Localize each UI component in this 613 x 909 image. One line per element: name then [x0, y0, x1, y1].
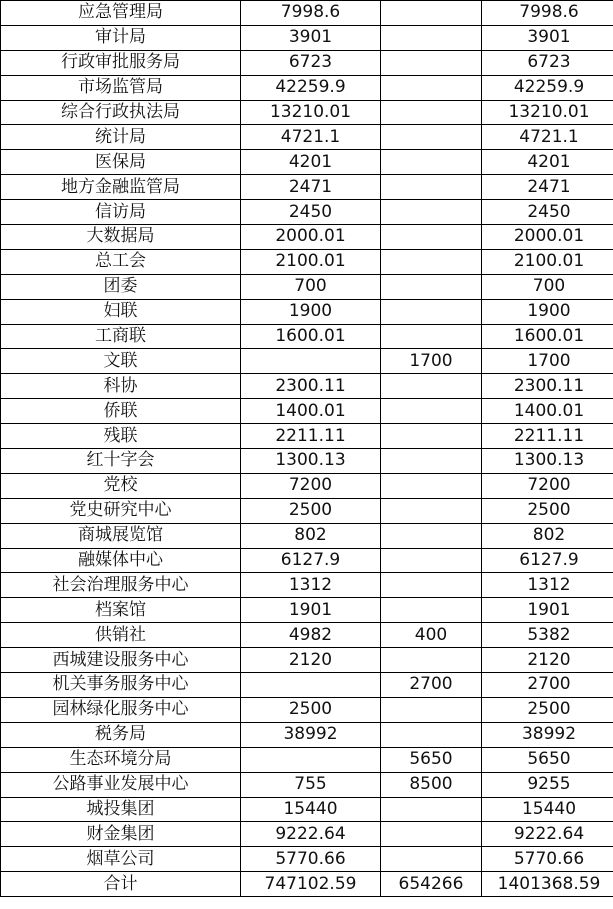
table-row — [1, 598, 613, 623]
total-cell: 6127.9 — [482, 548, 613, 573]
table-row — [1, 623, 613, 648]
amount-cell-1: 15440 — [241, 797, 381, 822]
department-name-cell: 医保局 — [1, 150, 241, 175]
table-row — [1, 25, 613, 50]
total-cell: 3901 — [482, 25, 613, 50]
total-cell: 4721.1 — [482, 125, 613, 150]
amount-cell-1: 1600.01 — [241, 324, 381, 349]
amount-cell-2 — [381, 822, 482, 847]
amount-cell-1: 1312 — [241, 573, 381, 598]
total-cell: 2500 — [482, 697, 613, 722]
amount-cell-1: 2211.11 — [241, 424, 381, 449]
department-name-cell: 总工会 — [1, 249, 241, 274]
amount-cell-2 — [381, 150, 482, 175]
department-name-cell: 科协 — [1, 374, 241, 399]
table-row — [1, 797, 613, 822]
table-row — [1, 50, 613, 75]
amount-cell-1: 2120 — [241, 648, 381, 673]
table-row — [1, 473, 613, 498]
amount-cell-1: 1901 — [241, 598, 381, 623]
department-name-cell: 税务局 — [1, 722, 241, 747]
table-row — [1, 523, 613, 548]
amount-cell-1: 802 — [241, 523, 381, 548]
total-cell: 4201 — [482, 150, 613, 175]
total-cell: 1900 — [482, 299, 613, 324]
amount-cell-2 — [381, 1, 482, 26]
amount-cell-2 — [381, 598, 482, 623]
department-name-cell: 烟草公司 — [1, 847, 241, 872]
amount-cell-1: 3901 — [241, 25, 381, 50]
department-name-cell: 信访局 — [1, 200, 241, 225]
total-cell: 1400.01 — [482, 399, 613, 424]
total-row — [1, 872, 613, 897]
table-row — [1, 374, 613, 399]
table-row — [1, 673, 613, 698]
amount-cell-1: 2100.01 — [241, 249, 381, 274]
amount-cell-2 — [381, 324, 482, 349]
table-row — [1, 125, 613, 150]
department-name-cell: 融媒体中心 — [1, 548, 241, 573]
total-cell: 2450 — [482, 200, 613, 225]
table-row — [1, 200, 613, 225]
amount-cell-2: 8500 — [381, 772, 482, 797]
department-name-cell: 大数据局 — [1, 225, 241, 250]
table-row — [1, 349, 613, 374]
amount-cell-2 — [381, 274, 482, 299]
amount-cell-2: 5650 — [381, 747, 482, 772]
amount-cell-2 — [381, 249, 482, 274]
total-cell: 700 — [482, 274, 613, 299]
amount-cell-1 — [241, 747, 381, 772]
amount-cell-1: 700 — [241, 274, 381, 299]
total-cell: 6723 — [482, 50, 613, 75]
amount-cell-2 — [381, 125, 482, 150]
department-name-cell: 侨联 — [1, 399, 241, 424]
amount-cell-1: 1300.13 — [241, 449, 381, 474]
department-name-cell: 合计 — [1, 872, 241, 897]
total-cell: 5770.66 — [482, 847, 613, 872]
department-name-cell: 财金集团 — [1, 822, 241, 847]
amount-cell-2 — [381, 573, 482, 598]
total-cell: 1401368.59 — [482, 872, 613, 897]
department-name-cell: 生态环境分局 — [1, 747, 241, 772]
department-name-cell: 文联 — [1, 349, 241, 374]
department-name-cell: 西城建设服务中心 — [1, 648, 241, 673]
department-name-cell: 城投集团 — [1, 797, 241, 822]
budget-table-body — [1, 1, 613, 897]
amount-cell-1 — [241, 349, 381, 374]
amount-cell-2 — [381, 697, 482, 722]
amount-cell-2 — [381, 473, 482, 498]
amount-cell-2 — [381, 299, 482, 324]
department-name-cell: 党校 — [1, 473, 241, 498]
total-cell: 802 — [482, 523, 613, 548]
amount-cell-2 — [381, 722, 482, 747]
table-row — [1, 573, 613, 598]
amount-cell-1: 5770.66 — [241, 847, 381, 872]
amount-cell-1 — [241, 673, 381, 698]
total-cell: 1312 — [482, 573, 613, 598]
amount-cell-2 — [381, 797, 482, 822]
total-cell: 2120 — [482, 648, 613, 673]
amount-cell-1: 42259.9 — [241, 75, 381, 100]
department-name-cell: 综合行政执法局 — [1, 100, 241, 125]
amount-cell-2 — [381, 424, 482, 449]
amount-cell-1: 747102.59 — [241, 872, 381, 897]
total-cell: 9255 — [482, 772, 613, 797]
table-row — [1, 648, 613, 673]
total-cell: 1300.13 — [482, 449, 613, 474]
department-name-cell: 审计局 — [1, 25, 241, 50]
total-cell: 38992 — [482, 722, 613, 747]
table-row — [1, 225, 613, 250]
table-row — [1, 299, 613, 324]
table-row — [1, 697, 613, 722]
amount-cell-2 — [381, 449, 482, 474]
department-name-cell: 妇联 — [1, 299, 241, 324]
department-name-cell: 残联 — [1, 424, 241, 449]
table-row — [1, 324, 613, 349]
total-cell: 1600.01 — [482, 324, 613, 349]
total-cell: 7200 — [482, 473, 613, 498]
amount-cell-1: 2500 — [241, 697, 381, 722]
amount-cell-1: 2000.01 — [241, 225, 381, 250]
department-name-cell: 供销社 — [1, 623, 241, 648]
table-row — [1, 1, 613, 26]
table-row — [1, 424, 613, 449]
table-row — [1, 399, 613, 424]
table-row — [1, 249, 613, 274]
department-name-cell: 统计局 — [1, 125, 241, 150]
total-cell: 9222.64 — [482, 822, 613, 847]
amount-cell-1: 2300.11 — [241, 374, 381, 399]
total-cell: 42259.9 — [482, 75, 613, 100]
total-cell: 2500 — [482, 498, 613, 523]
table-row — [1, 175, 613, 200]
department-name-cell: 机关事务服务中心 — [1, 673, 241, 698]
department-name-cell: 红十字会 — [1, 449, 241, 474]
department-name-cell: 地方金融监管局 — [1, 175, 241, 200]
total-cell: 1901 — [482, 598, 613, 623]
department-name-cell: 工商联 — [1, 324, 241, 349]
department-name-cell: 行政审批服务局 — [1, 50, 241, 75]
amount-cell-1: 13210.01 — [241, 100, 381, 125]
total-cell: 2471 — [482, 175, 613, 200]
amount-cell-2: 400 — [381, 623, 482, 648]
amount-cell-2 — [381, 847, 482, 872]
amount-cell-1: 6127.9 — [241, 548, 381, 573]
table-row — [1, 822, 613, 847]
amount-cell-2 — [381, 200, 482, 225]
amount-cell-1: 4982 — [241, 623, 381, 648]
amount-cell-2 — [381, 225, 482, 250]
department-name-cell: 应急管理局 — [1, 1, 241, 26]
table-row — [1, 847, 613, 872]
total-cell: 1700 — [482, 349, 613, 374]
amount-cell-2 — [381, 374, 482, 399]
amount-cell-2 — [381, 75, 482, 100]
amount-cell-2 — [381, 498, 482, 523]
amount-cell-2 — [381, 523, 482, 548]
amount-cell-2 — [381, 50, 482, 75]
amount-cell-1: 7998.6 — [241, 1, 381, 26]
table-row — [1, 548, 613, 573]
amount-cell-2 — [381, 548, 482, 573]
amount-cell-1: 38992 — [241, 722, 381, 747]
department-name-cell: 团委 — [1, 274, 241, 299]
total-cell: 5650 — [482, 747, 613, 772]
amount-cell-1: 1400.01 — [241, 399, 381, 424]
amount-cell-2 — [381, 100, 482, 125]
total-cell: 2000.01 — [482, 225, 613, 250]
amount-cell-2 — [381, 175, 482, 200]
amount-cell-1: 4721.1 — [241, 125, 381, 150]
amount-cell-2: 2700 — [381, 673, 482, 698]
amount-cell-1: 755 — [241, 772, 381, 797]
amount-cell-2: 654266 — [381, 872, 482, 897]
department-name-cell: 市场监管局 — [1, 75, 241, 100]
table-row — [1, 722, 613, 747]
table-row — [1, 449, 613, 474]
total-cell: 15440 — [482, 797, 613, 822]
total-cell: 2300.11 — [482, 374, 613, 399]
total-cell: 2100.01 — [482, 249, 613, 274]
table-row — [1, 747, 613, 772]
table-row — [1, 150, 613, 175]
table-row — [1, 498, 613, 523]
total-cell: 5382 — [482, 623, 613, 648]
amount-cell-2 — [381, 25, 482, 50]
total-cell: 13210.01 — [482, 100, 613, 125]
table-row — [1, 772, 613, 797]
total-cell: 2211.11 — [482, 424, 613, 449]
table-row — [1, 75, 613, 100]
table-row — [1, 274, 613, 299]
department-name-cell: 档案馆 — [1, 598, 241, 623]
amount-cell-2: 1700 — [381, 349, 482, 374]
table-row — [1, 100, 613, 125]
total-cell: 7998.6 — [482, 1, 613, 26]
amount-cell-1: 6723 — [241, 50, 381, 75]
department-name-cell: 园林绿化服务中心 — [1, 697, 241, 722]
amount-cell-1: 7200 — [241, 473, 381, 498]
amount-cell-1: 2471 — [241, 175, 381, 200]
amount-cell-2 — [381, 399, 482, 424]
department-name-cell: 党史研究中心 — [1, 498, 241, 523]
amount-cell-2 — [381, 648, 482, 673]
amount-cell-1: 2450 — [241, 200, 381, 225]
amount-cell-1: 9222.64 — [241, 822, 381, 847]
department-name-cell: 公路事业发展中心 — [1, 772, 241, 797]
department-name-cell: 社会治理服务中心 — [1, 573, 241, 598]
total-cell: 2700 — [482, 673, 613, 698]
amount-cell-1: 2500 — [241, 498, 381, 523]
amount-cell-1: 4201 — [241, 150, 381, 175]
department-name-cell: 商城展览馆 — [1, 523, 241, 548]
amount-cell-1: 1900 — [241, 299, 381, 324]
